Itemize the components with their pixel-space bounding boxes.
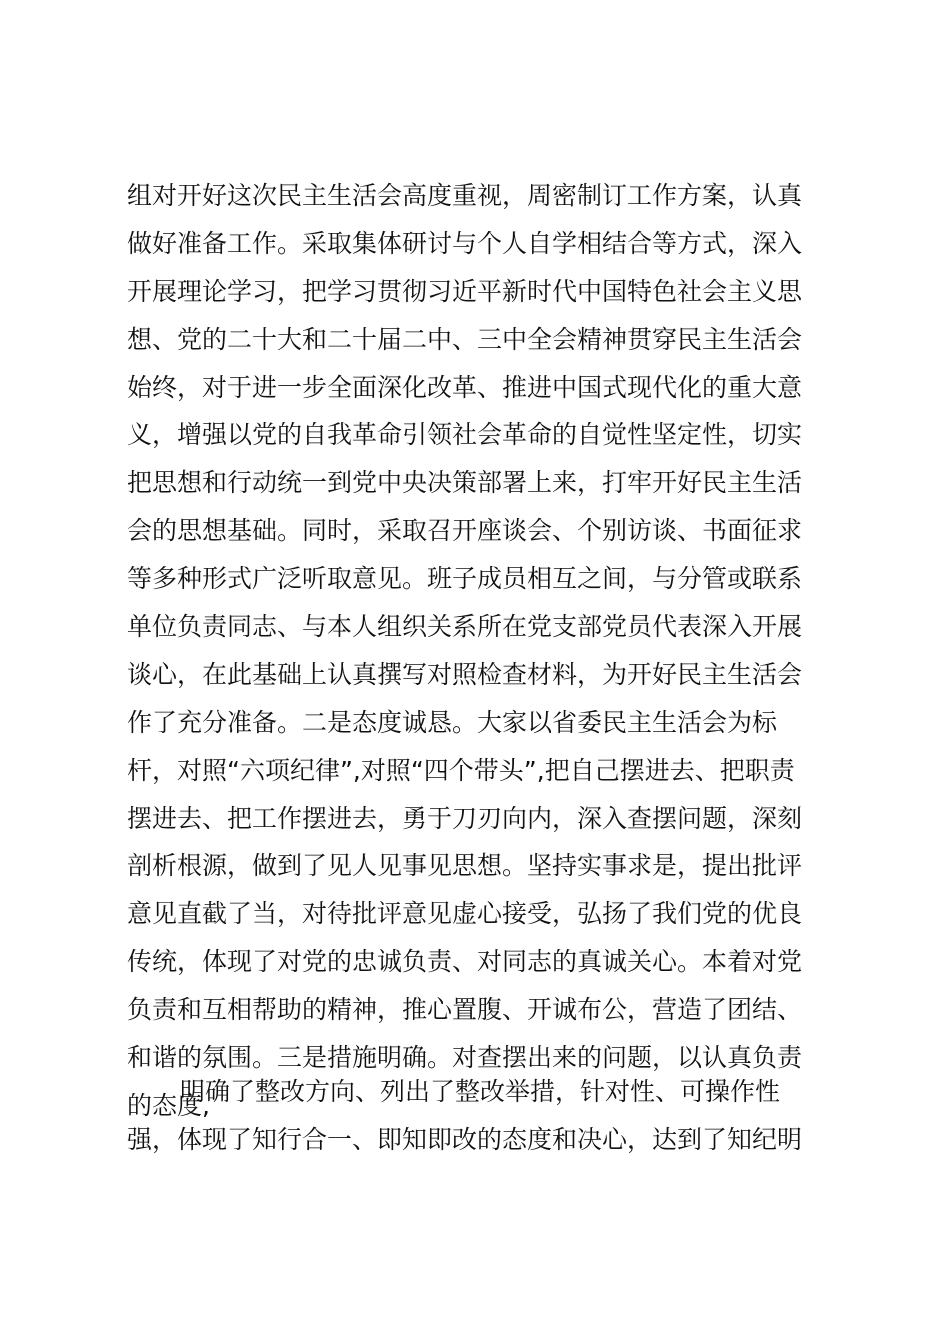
text-line: 谈心，在此基础上认真撰写对照检查材料，为开好民主生活会	[127, 659, 803, 689]
text-line: 等多种形式广泛听取意见。班子成员相互之间，与分管或联系	[127, 564, 803, 594]
text-line: 作了充分准备。二是态度诚恳。大家以省委民主生活会为标	[127, 707, 778, 737]
text-line: 负责和互相帮助的精神，推心置腹、开诚布公，营造了团结、	[127, 995, 803, 1025]
text-line: 始终，对于进一步全面深化改革、推进中国式现代化的重大意	[127, 372, 803, 402]
text-line: 做好准备工作。采取集体研讨与个人自学相结合等方式，深入	[127, 228, 803, 258]
text-line: 传统，体现了对党的忠诚负责、对同志的真诚关心。本着对党	[127, 947, 803, 977]
paragraph-1	[127, 172, 827, 1130]
text-line: 会的思想基础。同时，采取召开座谈会、个别访谈、书面征求	[127, 516, 803, 546]
text-line: 开展理论学习，把学习贯彻习近平新时代中国特色社会主义思	[127, 276, 803, 306]
text-line: 把思想和行动统一到党中央决策部署上来，打牢开好民主生活	[127, 468, 803, 498]
paragraph-2	[127, 1068, 827, 1164]
text-line: 明确了整改方向、列出了整改举措，针对性、可操作性	[180, 1077, 781, 1106]
text-line: 剖析根源，做到了见人见事见思想。坚持实事求是，提出批评	[127, 851, 803, 881]
text-line: 义，增强以党的自我革命引领社会革命的自觉性坚定性，切实	[127, 420, 803, 450]
text-line: 组对开好这次民主生活会高度重视，周密制订工作方案，认真	[127, 181, 803, 210]
text-line: 杆，对照“六项纪律”,对照“四个带头”,把自己摆进去、把职责	[127, 755, 795, 785]
text-line: 想、党的二十大和二十届二中、三中全会精神贯穿民主生活会	[127, 324, 803, 354]
text-line: 摆进去、把工作摆进去，勇于刀刃向内，深入查摆问题，深刻	[127, 803, 803, 833]
text-line: 和谐的氛围。三是措施明确。对查摆出来的问题，以认真负责	[127, 1043, 803, 1073]
text-line: 意见直截了当，对待批评意见虚心接受，弘扬了我们党的优良	[127, 899, 803, 929]
text-line: 单位负责同志、与本人组织关系所在党支部党员代表深入开展	[127, 612, 803, 642]
text-line: 强，体现了知行合一、即知即改的态度和决心，达到了知纪明	[127, 1124, 803, 1154]
text-line: 的态度,	[127, 1090, 210, 1120]
